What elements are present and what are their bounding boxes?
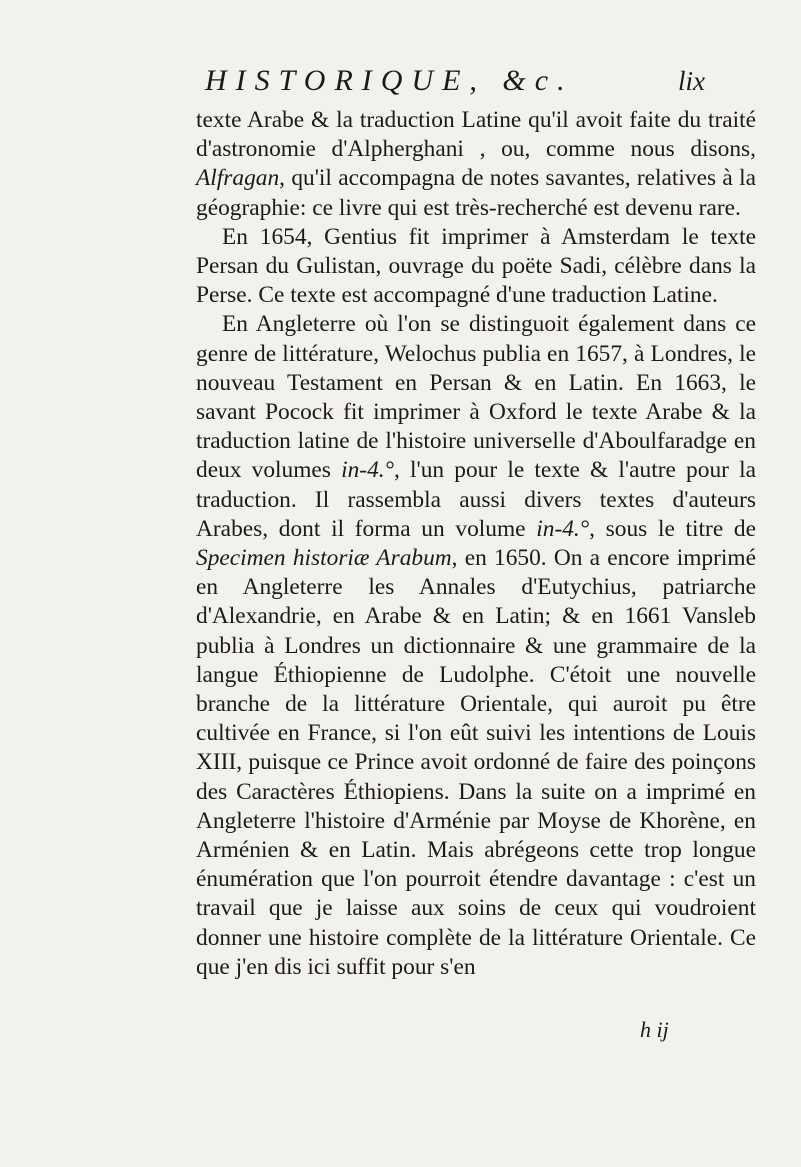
running-head-title: HISTORIQUE, &c. xyxy=(205,64,574,97)
paragraph xyxy=(196,106,756,223)
paragraph xyxy=(196,310,756,982)
page-number: lix xyxy=(678,66,705,96)
text-run: En Angleterre où l'on se distinguoit également dans ce genre de littérature, Welochus publia en 1657, à Londres, le nouveau Testament en Persan & en Latin. En 1663, le savant Pocock fit imprimer à Oxford le texte Arabe & la traduction latine de l'histoire universelle d'Aboulfaradge en deux volumes xyxy=(196,311,756,484)
italic-term: Alfragan xyxy=(196,165,280,192)
text-run: , l'un pour le texte & l'autre pour la traduction. Il rassembla aussi divers textes d'auteurs Arabes, dont il forma un volume xyxy=(196,457,756,542)
text-run: , qu'il accompagna de notes savantes, relatives à la géographie: ce livre qui est très-recherché est devenu rare. xyxy=(196,165,756,221)
running-head xyxy=(205,64,705,100)
italic-title: Specimen historiæ Arabum xyxy=(196,545,452,572)
italic-term: in-4.° xyxy=(341,457,394,484)
text-run: , sous le titre de xyxy=(589,515,756,542)
italic-term: in-4.° xyxy=(536,515,590,542)
body-text xyxy=(196,106,756,982)
text-run: texte Arabe & la traduction Latine qu'il avoit faite du traité d'astronomie d'Alpherghani , ou, comme nous disons, xyxy=(196,107,756,163)
signature-mark: h ij xyxy=(640,1017,669,1042)
paragraph xyxy=(196,223,756,311)
text-run: , en 1650. On a encore imprimé en Angleterre les Annales d'Eutychius, patriarche d'Alexandrie, en Arabe & en Latin; & en 1661 Vansleb publia à Londres un dictionnaire & une grammaire de la langue Éthiopienne de Ludolphe. C'étoit une nouvelle branche de la littérature Orientale, qui auroit pu être cultivée en France, si l'on eût suivi les intentions de Louis XIII, puisque ce Prince avoit ordonné de faire des poinçons des Caractères Éthiopiens. Dans la suite on a imprimé en Angleterre l'histoire d'Arménie par Moyse de Khorène, en Arménien & en Latin. Mais abrégeons cette trop longue énumération que l'on pourroit étendre davantage : c'est un travail que je laisse aux soins de ceux qui voudroient donner une histoire complète de la littérature Orientale. Ce que j'en dis ici suffit pour s'en xyxy=(196,545,756,980)
text-run: En 1654, Gentius fit imprimer à Amsterdam le texte Persan du Gulistan, ouvrage du poëte Sadi, célèbre dans la Perse. Ce texte est accompagné d'une traduction Latine. xyxy=(196,223,756,309)
